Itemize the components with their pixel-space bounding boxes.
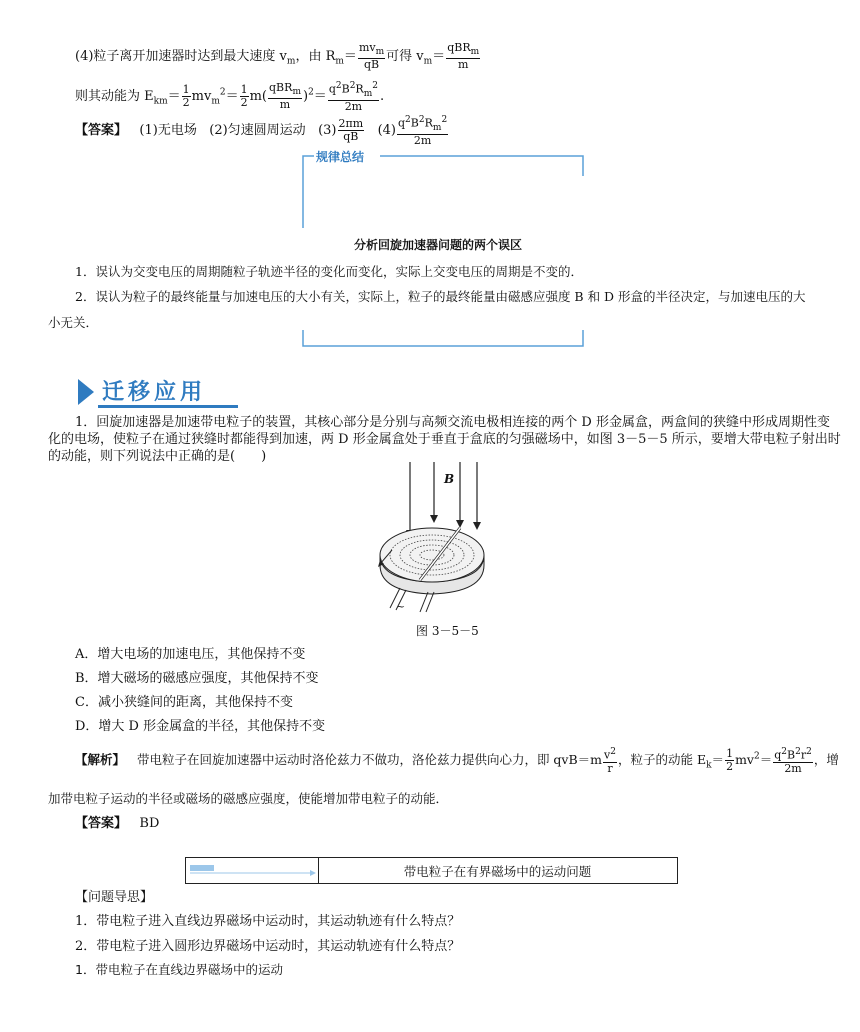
rule-item-1: 1．误认为交变电压的周期随粒子轨迹半径的变化而变化，实际上交变电压的周期是不变的． (75, 264, 583, 279)
answer-part-1: (1)无电场 (139, 122, 197, 138)
topic-header-left (186, 858, 319, 883)
answer-label: 【答案】 (75, 122, 128, 138)
cyclotron-figure (372, 460, 492, 620)
topic-header (185, 857, 678, 884)
answer-2-value: BD (139, 816, 160, 831)
topic-title: 带电粒子在有界磁场中的运动问题 (403, 864, 592, 879)
analysis-text-a: 带电粒子在回旋加速器中运动时洛伦兹力不做功，洛伦兹力提供向心力，即 qvB＝m (136, 751, 603, 767)
topic-header-decor (186, 858, 318, 883)
answer-part-2: (2)匀速圆周运动 (209, 122, 306, 138)
question-line-1: 1．回旋加速器是加速带电粒子的装置，其核心部分是分别与高频交流电极相连接的两个 D 形金属盒，两盒间的狭缝中形成周期性变 (75, 415, 830, 430)
intro-text-c: 可得 v (386, 49, 424, 65)
intro-line-2: 则其动能为 $E_{km}=$ $\frac{1}{2}$ $mv_m^2=$ $\frac{1}{2}$ m( $\frac{qBR_m}{m}$ )$^2$＝ $\frac{q^2B^2R_m^2}{2m}$ . (75, 80, 385, 113)
guide-question-2: 2．带电粒子进入圆形边界磁场中运动时，其运动轨迹有什么特点？ (75, 939, 461, 954)
banner-arrow-icon (78, 379, 94, 405)
option-a: A．增大电场的加速电压，其他保持不变 (75, 647, 306, 662)
answer-2 (75, 812, 159, 831)
answer-part-3: (3) (318, 122, 337, 138)
guide-question-1: 1．带电粒子进入直线边界磁场中运动时，其运动轨迹有什么特点？ (75, 914, 461, 929)
guide-label: 【问题导思】 (75, 890, 154, 905)
option-d: D．增大 D 形金属盒的半径，其他保持不变 (75, 719, 326, 734)
analysis-text-c: ，增 (813, 751, 839, 767)
analysis-label: 【解析】 (75, 751, 126, 767)
field-label-b: B (444, 472, 455, 486)
analysis-line-1: 【解析】 带电粒子在回旋加速器中运动时洛伦兹力不做功，洛伦兹力提供向心力，即 qvB＝m $\frac{v^2}{r}$ ，粒子的动能 $E_k=$ $\frac{1}{2}$ $mv^2=$ $\frac{q^2B^2r^2}{2m}$ ，增 (75, 746, 839, 775)
intro-line-1: (4)粒子离开加速器时达到最大速度 $v_m$，由 $R_m=$ $\frac{mv_m}{qB}$ 可得 $v_m=$ $\frac{qBR_m}{m}$ (75, 41, 480, 72)
question-line-3: 的动能，则下列说法中正确的是( ) (48, 449, 267, 464)
cyclotron-drawing (372, 460, 492, 620)
intro-text-b: ，由 R (295, 49, 336, 65)
intro-text-energy: 则其动能为 E (75, 88, 154, 104)
intro-sub-km: km (153, 96, 168, 107)
guide-heading: 1．带电粒子在直线边界磁场中的运动 (75, 962, 283, 977)
svg-text:~: ~ (396, 600, 406, 613)
answer-1: 【答案】 (1)无电场 (2)匀速圆周运动 (3) $\frac{2\pi m}{qB}$ (4) $\frac{q^2B^2R_m^2}{2m}$ (75, 115, 448, 147)
rule-item-2b: 小无关． (48, 315, 99, 330)
analysis-text-b: ，粒子的动能 E (617, 751, 707, 767)
option-b: B．增大磁场的磁感应强度，其他保持不变 (75, 671, 319, 686)
figure-caption: 图 3－5－5 (416, 624, 479, 638)
intro-sub: m (286, 56, 296, 67)
analysis-line-2: 加带电粒子运动的半径或磁场的磁感应强度，使能增加带电粒子的动能． (48, 791, 449, 806)
section-banner (78, 375, 248, 413)
answer-2-label: 【答案】 (75, 816, 128, 831)
rule-item-2a: 2．误认为粒子的最终能量与加速电压的大小有关，实际上，粒子的最终能量由磁感应强度 B 和 D 形盒的半径决定，与加速电压的大 (75, 289, 806, 304)
option-c: C．减小狭缝间的距离，其他保持不变 (75, 695, 293, 710)
banner-title: 迁移应用 (102, 380, 207, 405)
question-line-2: 化的电场，使粒子在通过狭缝时都能得到加速，两 D 形金属盒处于垂直于盒底的匀强磁场中，如图 3－5－5 所示，要增大带电粒子射出时 (48, 432, 841, 447)
rule-title: 分析回旋加速器问题的两个误区 (354, 238, 523, 252)
rule-tag: 规律总结 (316, 150, 365, 164)
intro-text-a: (4)粒子离开加速器时达到最大速度 v (75, 49, 287, 65)
answer-part-4: (4) (377, 122, 396, 138)
